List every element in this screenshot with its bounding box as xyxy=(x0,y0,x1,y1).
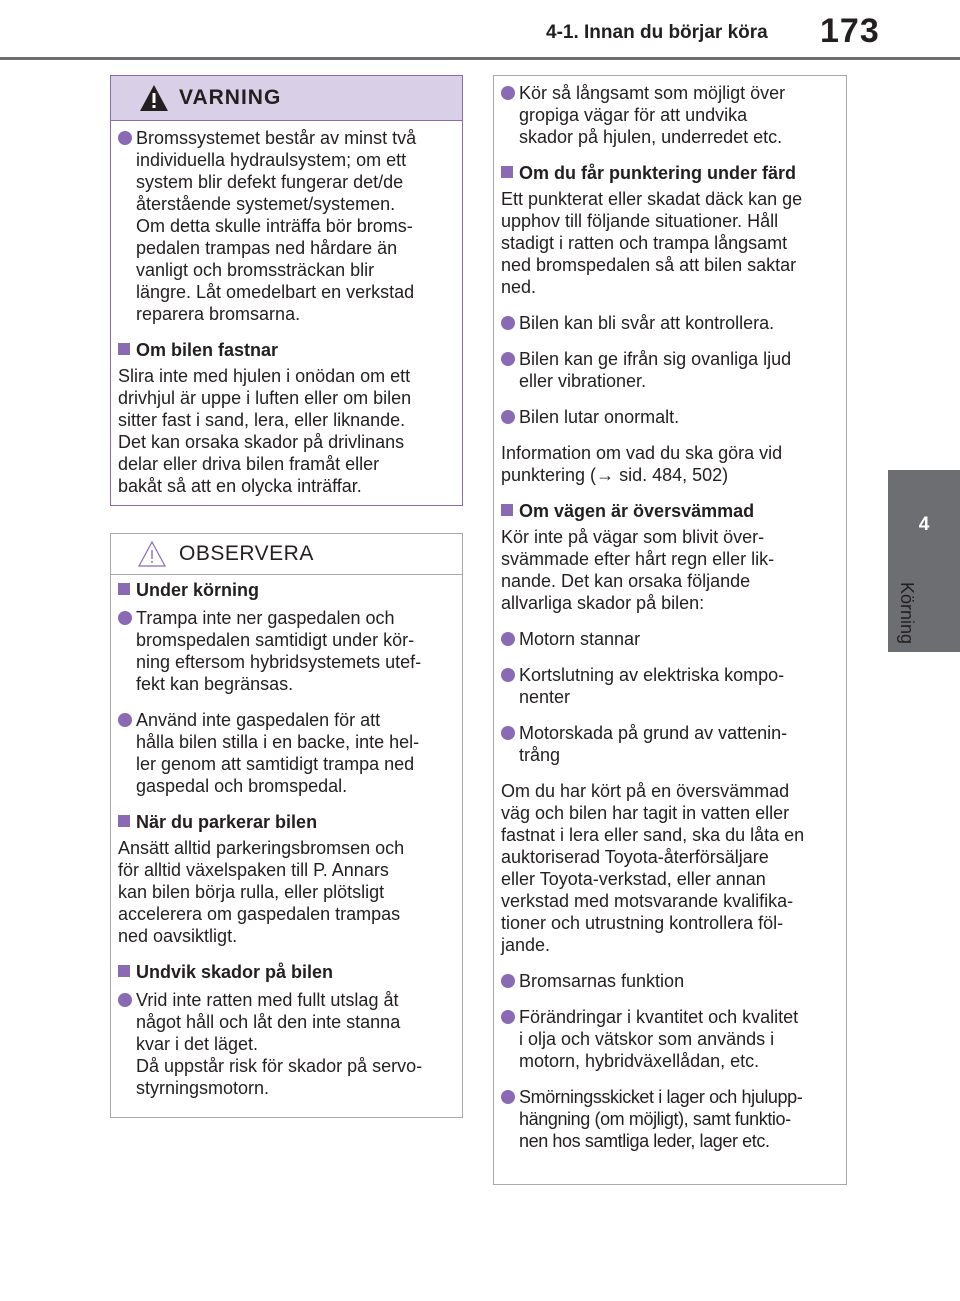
line: kan bilen börja rulla, eller plötsligt xyxy=(118,882,385,902)
line: för alltid växelspaken till P. Annars xyxy=(118,860,389,880)
square-bullet-icon xyxy=(501,166,513,178)
line: nande. Det kan orsaka följande xyxy=(501,571,751,591)
line: gaspedal och bromspedal. xyxy=(136,776,348,796)
line: Kör så långsamt som möjligt över xyxy=(519,83,786,103)
line: system blir defekt fungerar det/de xyxy=(136,172,404,192)
line: nenter xyxy=(519,687,571,707)
line: tioner och utrustning kontrollera föl- xyxy=(501,913,784,933)
line: verkstad med motsvarande kvalifika- xyxy=(501,891,794,911)
paragraph xyxy=(501,442,846,486)
line: Trampa inte ner gaspedalen och xyxy=(136,608,395,628)
bullet-icon xyxy=(501,316,515,330)
line: motorn, hybridväxellådan, etc. xyxy=(519,1051,760,1071)
line: upphov till följande situationer. Håll xyxy=(501,211,779,231)
bullet-icon xyxy=(501,352,515,366)
section-title: 4-1. Innan du börjar köra xyxy=(546,22,768,43)
notice-header xyxy=(111,534,462,575)
subheading xyxy=(118,961,462,983)
line: ned. xyxy=(501,277,537,297)
list-item xyxy=(118,607,462,695)
notice-box xyxy=(110,533,463,1118)
line: Smörningsskicket i lager och hjulupp- xyxy=(519,1087,803,1107)
bullet-icon xyxy=(501,974,515,988)
bullet-icon xyxy=(501,632,515,646)
line: hålla bilen stilla i en backe, inte hel- xyxy=(136,732,420,752)
continued-warning-box xyxy=(493,75,847,1185)
line: svämmade efter hårt regn eller lik- xyxy=(501,549,775,569)
line: stadigt i ratten och trampa långsamt xyxy=(501,233,788,253)
line: skador på hjulen, underredet etc. xyxy=(519,127,783,147)
line: Kör inte på vägar som blivit över- xyxy=(501,527,765,547)
bullet-icon xyxy=(501,410,515,424)
line: Det kan orsaka skador på drivlinans xyxy=(118,432,405,452)
line: återstående systemet/systemen. xyxy=(136,194,396,214)
line: hängning (om möjligt), samt funktio- xyxy=(519,1109,791,1129)
line: allvarliga skador på bilen: xyxy=(501,593,705,613)
list-item xyxy=(501,348,846,392)
line: Då uppstår risk för skador på servo- xyxy=(136,1056,423,1076)
line: Motorskada på grund av vattenin- xyxy=(519,723,788,743)
line: Använd inte gaspedalen för att xyxy=(136,710,381,730)
line: ned oavsiktligt. xyxy=(118,926,238,946)
chapter-label: Körning xyxy=(897,582,917,645)
line: jande. xyxy=(501,935,551,955)
header-rule xyxy=(0,57,960,60)
chapter-number: 4 xyxy=(918,514,930,535)
line: Om du har kört på en översvämmad xyxy=(501,781,790,801)
bullet-icon xyxy=(501,1090,515,1104)
page-reference: sid. 484, 502) xyxy=(614,465,729,485)
subheading-text: När du parkerar bilen xyxy=(136,812,318,832)
subheading-text: Om bilen fastnar xyxy=(136,340,279,360)
line: bromspedalen samtidigt under kör- xyxy=(136,630,415,650)
text: punktering ( xyxy=(501,465,597,485)
caution-icon xyxy=(137,540,167,568)
line: bakåt så att en olycka inträffar. xyxy=(118,476,362,496)
paragraph xyxy=(118,365,462,497)
warning-icon xyxy=(139,84,169,112)
subheading xyxy=(118,811,462,833)
list-item xyxy=(501,1086,846,1152)
bullet-icon xyxy=(501,86,515,100)
line: individuella hydraulsystem; om ett xyxy=(136,150,407,170)
subheading xyxy=(501,500,846,522)
square-bullet-icon xyxy=(501,504,513,516)
line: fastnat i lera eller sand, ska du låta en xyxy=(501,825,805,845)
line: auktoriserad Toyota-återförsäljare xyxy=(501,847,769,867)
subheading xyxy=(118,339,462,361)
line: Vrid inte ratten med fullt utslag åt xyxy=(136,990,399,1010)
list-item xyxy=(501,312,846,334)
line: ler genom att samtidigt trampa ned xyxy=(136,754,415,774)
line: styrningsmotorn. xyxy=(136,1078,270,1098)
paragraph xyxy=(501,188,846,298)
bullet-icon xyxy=(118,131,132,145)
line: eller vibrationer. xyxy=(519,371,647,391)
line: pedalen trampas ned hårdare än xyxy=(136,238,398,258)
list-item xyxy=(501,722,846,766)
line: Bilen kan ge ifrån sig ovanliga ljud xyxy=(519,349,792,369)
line: Kortslutning av elektriska kompo- xyxy=(519,665,785,685)
paragraph xyxy=(118,837,462,947)
list-item xyxy=(501,82,846,148)
line: sitter fast i sand, lera, eller liknande. xyxy=(118,410,406,430)
line xyxy=(501,464,846,486)
line: kvar i det läget. xyxy=(136,1034,259,1054)
subheading-text: Undvik skador på bilen xyxy=(136,962,334,982)
line: accelerera om gaspedalen trampas xyxy=(118,904,401,924)
bullet-icon xyxy=(501,1010,515,1024)
line: fekt kan begränsas. xyxy=(136,674,294,694)
line: Information om vad du ska göra vid xyxy=(501,443,783,463)
subheading xyxy=(118,579,462,601)
page-header xyxy=(0,0,960,60)
line: delar eller driva bilen framåt eller xyxy=(118,454,380,474)
line: drivhjul är uppe i luften eller om bilen xyxy=(118,388,412,408)
subheading xyxy=(501,162,846,184)
line: Bromsarnas funktion xyxy=(519,971,685,991)
bullet-icon xyxy=(118,611,132,625)
line: Slira inte med hjulen i onödan om ett xyxy=(118,366,411,386)
subheading-text: Om du får punktering under färd xyxy=(519,163,797,183)
subheading-text: Om vägen är översvämmad xyxy=(519,501,755,521)
bullet-icon xyxy=(501,726,515,740)
paragraph xyxy=(501,526,846,614)
warning-header xyxy=(111,76,462,121)
paragraph xyxy=(501,780,846,956)
line: Förändringar i kvantitet och kvalitet xyxy=(519,1007,799,1027)
page-number: 173 xyxy=(820,12,880,50)
list-item xyxy=(501,970,846,992)
line: Bilen lutar onormalt. xyxy=(519,407,680,427)
line: Bilen kan bli svår att kontrollera. xyxy=(519,313,775,333)
line: vanligt och bromssträckan blir xyxy=(136,260,375,280)
page-reference-arrow-icon: → xyxy=(596,465,615,485)
list-item xyxy=(501,664,846,708)
line: längre. Låt omedelbart en verkstad xyxy=(136,282,415,302)
list-item xyxy=(118,127,462,325)
line: nen hos samtliga leder, lager etc. xyxy=(519,1131,770,1151)
bullet-icon xyxy=(118,993,132,1007)
line: i olja och vätskor som används i xyxy=(519,1029,775,1049)
line: gropiga vägar för att undvika xyxy=(519,105,748,125)
list-item xyxy=(501,1006,846,1072)
line: ning eftersom hybridsystemets utef- xyxy=(136,652,422,672)
square-bullet-icon xyxy=(118,815,130,827)
square-bullet-icon xyxy=(118,343,130,355)
warning-title: VARNING xyxy=(179,86,282,109)
notice-title: OBSERVERA xyxy=(179,542,314,565)
list-item xyxy=(118,709,462,797)
square-bullet-icon xyxy=(118,965,130,977)
list-item xyxy=(118,989,462,1099)
list-item xyxy=(501,628,846,650)
bullet-icon xyxy=(501,668,515,682)
list-item xyxy=(501,406,846,428)
line: Om detta skulle inträffa bör broms- xyxy=(136,216,413,236)
line: väg och bilen har tagit in vatten eller xyxy=(501,803,790,823)
line: reparera bromsarna. xyxy=(136,304,301,324)
line: något håll och låt den inte stanna xyxy=(136,1012,401,1032)
subheading-text: Under körning xyxy=(136,580,260,600)
bullet-icon xyxy=(118,713,132,727)
line: Ett punkterat eller skadat däck kan ge xyxy=(501,189,803,209)
square-bullet-icon xyxy=(118,583,130,595)
line: Bromssystemet består av minst två xyxy=(136,128,417,148)
line: Motorn stannar xyxy=(519,629,641,649)
line: eller Toyota-verkstad, eller annan xyxy=(501,869,766,889)
warning-box xyxy=(110,75,463,506)
line: ned bromspedalen så att bilen saktar xyxy=(501,255,797,275)
line: trång xyxy=(519,745,561,765)
line: Ansätt alltid parkeringsbromsen och xyxy=(118,838,405,858)
